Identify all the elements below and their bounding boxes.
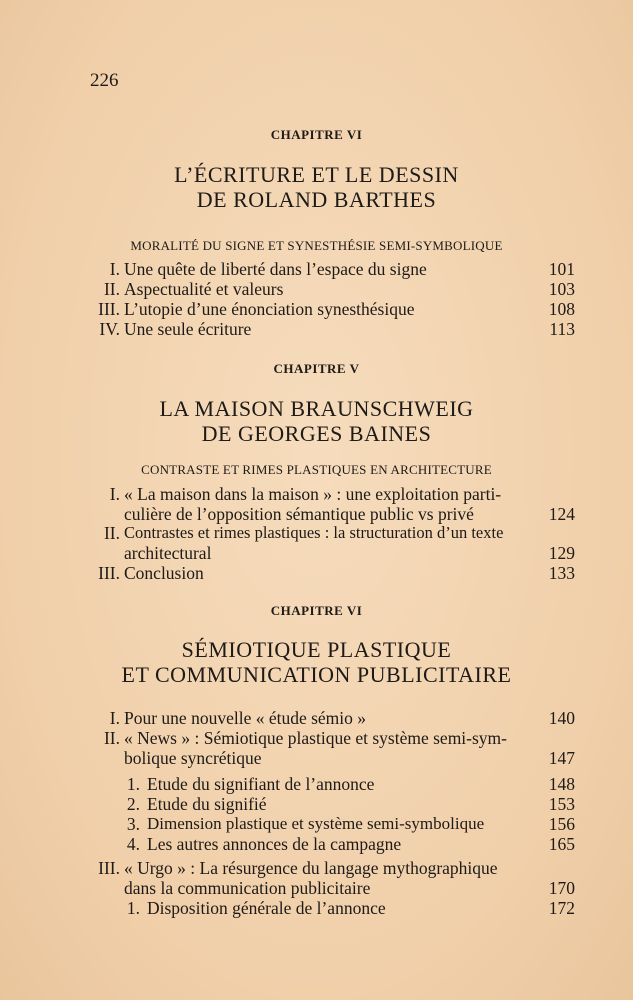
toc-subentry-number: 3. xyxy=(126,814,140,834)
toc-subentry-text: Etude du signifiant de l’annonce xyxy=(147,774,375,794)
toc-entry-text-continuation: dans la communication publicitaire xyxy=(124,878,371,898)
toc-entry-page: 108 xyxy=(548,299,575,319)
chapter-title-line: SÉMIOTIQUE PLASTIQUE xyxy=(181,637,452,662)
chapter-title xyxy=(0,396,633,446)
toc-entry-text: Une seule écriture xyxy=(124,319,252,339)
toc-entry-number: II. xyxy=(103,728,120,748)
toc-entry-number: IV. xyxy=(99,319,120,339)
toc-entry-text: « La maison dans la maison » : une exploitation parti- xyxy=(124,484,502,504)
toc-subentry-page: 148 xyxy=(548,774,575,794)
toc-subentry-text: Disposition générale de l’annonce xyxy=(147,898,386,918)
toc-subentry-number: 1. xyxy=(126,898,140,918)
chapter-title-line: L’ÉCRITURE ET LE DESSIN xyxy=(174,162,459,187)
toc-subentry-text: Les autres annonces de la campagne xyxy=(147,834,402,854)
toc-entry-page: 140 xyxy=(548,708,575,728)
toc-entry-number: III. xyxy=(98,858,120,878)
toc-entry-text: Conclusion xyxy=(124,563,204,583)
toc-entry-number: I. xyxy=(109,484,120,504)
toc-subentry-page: 153 xyxy=(548,794,575,814)
toc-entry-page: 113 xyxy=(549,319,575,339)
toc-entry-text: L’utopie d’une énonciation synesthésique xyxy=(124,299,415,319)
chapter-subtitle: MORALITÉ DU SIGNE ET SYNESTHÉSIE SEMI-SYMBOLIQUE xyxy=(130,238,503,253)
toc-entry-text: Aspectualité et valeurs xyxy=(124,279,284,299)
toc-entry-number: III. xyxy=(98,563,120,583)
chapter-label: CHAPITRE V xyxy=(273,361,360,376)
chapter-title-line: DE ROLAND BARTHES xyxy=(196,187,437,212)
toc-entry-number: II. xyxy=(103,523,120,543)
toc-entry-text-continuation: architectural xyxy=(124,543,212,563)
toc-subentry-number: 1. xyxy=(126,774,140,794)
chapter-title-line: ET COMMUNICATION PUBLICITAIRE xyxy=(121,662,512,687)
chapter-label: CHAPITRE VI xyxy=(270,127,363,142)
toc-entry-page: 133 xyxy=(548,563,575,583)
chapter-title-line: LA MAISON BRAUNSCHWEIG xyxy=(159,396,474,421)
toc-subentry-number: 4. xyxy=(126,834,140,854)
toc-entry-page: 170 xyxy=(548,878,575,898)
toc-entry-text: Pour une nouvelle « étude sémio » xyxy=(124,708,367,728)
toc-entry-text: « News » : Sémiotique plastique et système semi-sym- xyxy=(124,728,508,748)
toc-entry-number: I. xyxy=(109,259,120,279)
toc-entry-page: 101 xyxy=(548,259,575,279)
toc-entry-text-continuation: bolique syncrétique xyxy=(124,748,262,768)
toc-subentry-page: 156 xyxy=(548,814,575,834)
toc-entry-text: « Urgo » : La résurgence du langage mythographique xyxy=(124,858,498,878)
toc-subentry-text: Etude du signifié xyxy=(147,794,267,814)
toc-entry-number: III. xyxy=(98,299,120,319)
chapter-label: CHAPITRE VI xyxy=(270,603,363,618)
toc-entry-page: 103 xyxy=(548,279,575,299)
chapter-title xyxy=(0,637,633,687)
toc-subentry-number: 2. xyxy=(126,794,140,814)
toc-subentry-text: Dimension plastique et système semi-symbolique xyxy=(147,814,485,833)
toc-entry-number: II. xyxy=(103,279,120,299)
toc-entry-text: Contrastes et rimes plastiques : la structuration d’un texte xyxy=(124,523,504,542)
toc-entry-text: Une quête de liberté dans l’espace du signe xyxy=(124,259,427,279)
chapter-subtitle: CONTRASTE ET RIMES PLASTIQUES EN ARCHITECTURE xyxy=(141,462,492,477)
chapter-title xyxy=(0,162,633,212)
toc-entry-page: 147 xyxy=(548,748,575,768)
chapter-title-line: DE GEORGES BAINES xyxy=(201,421,432,446)
page-number: 226 xyxy=(90,70,119,91)
toc-entry-number: I. xyxy=(109,708,120,728)
toc-entry-page: 124 xyxy=(548,504,575,524)
toc-entry-text-continuation: culière de l’opposition sémantique public vs privé xyxy=(124,504,474,524)
toc-subentry-page: 172 xyxy=(548,898,575,918)
toc-entry-page: 129 xyxy=(548,543,575,563)
toc-subentry-page: 165 xyxy=(548,834,575,854)
